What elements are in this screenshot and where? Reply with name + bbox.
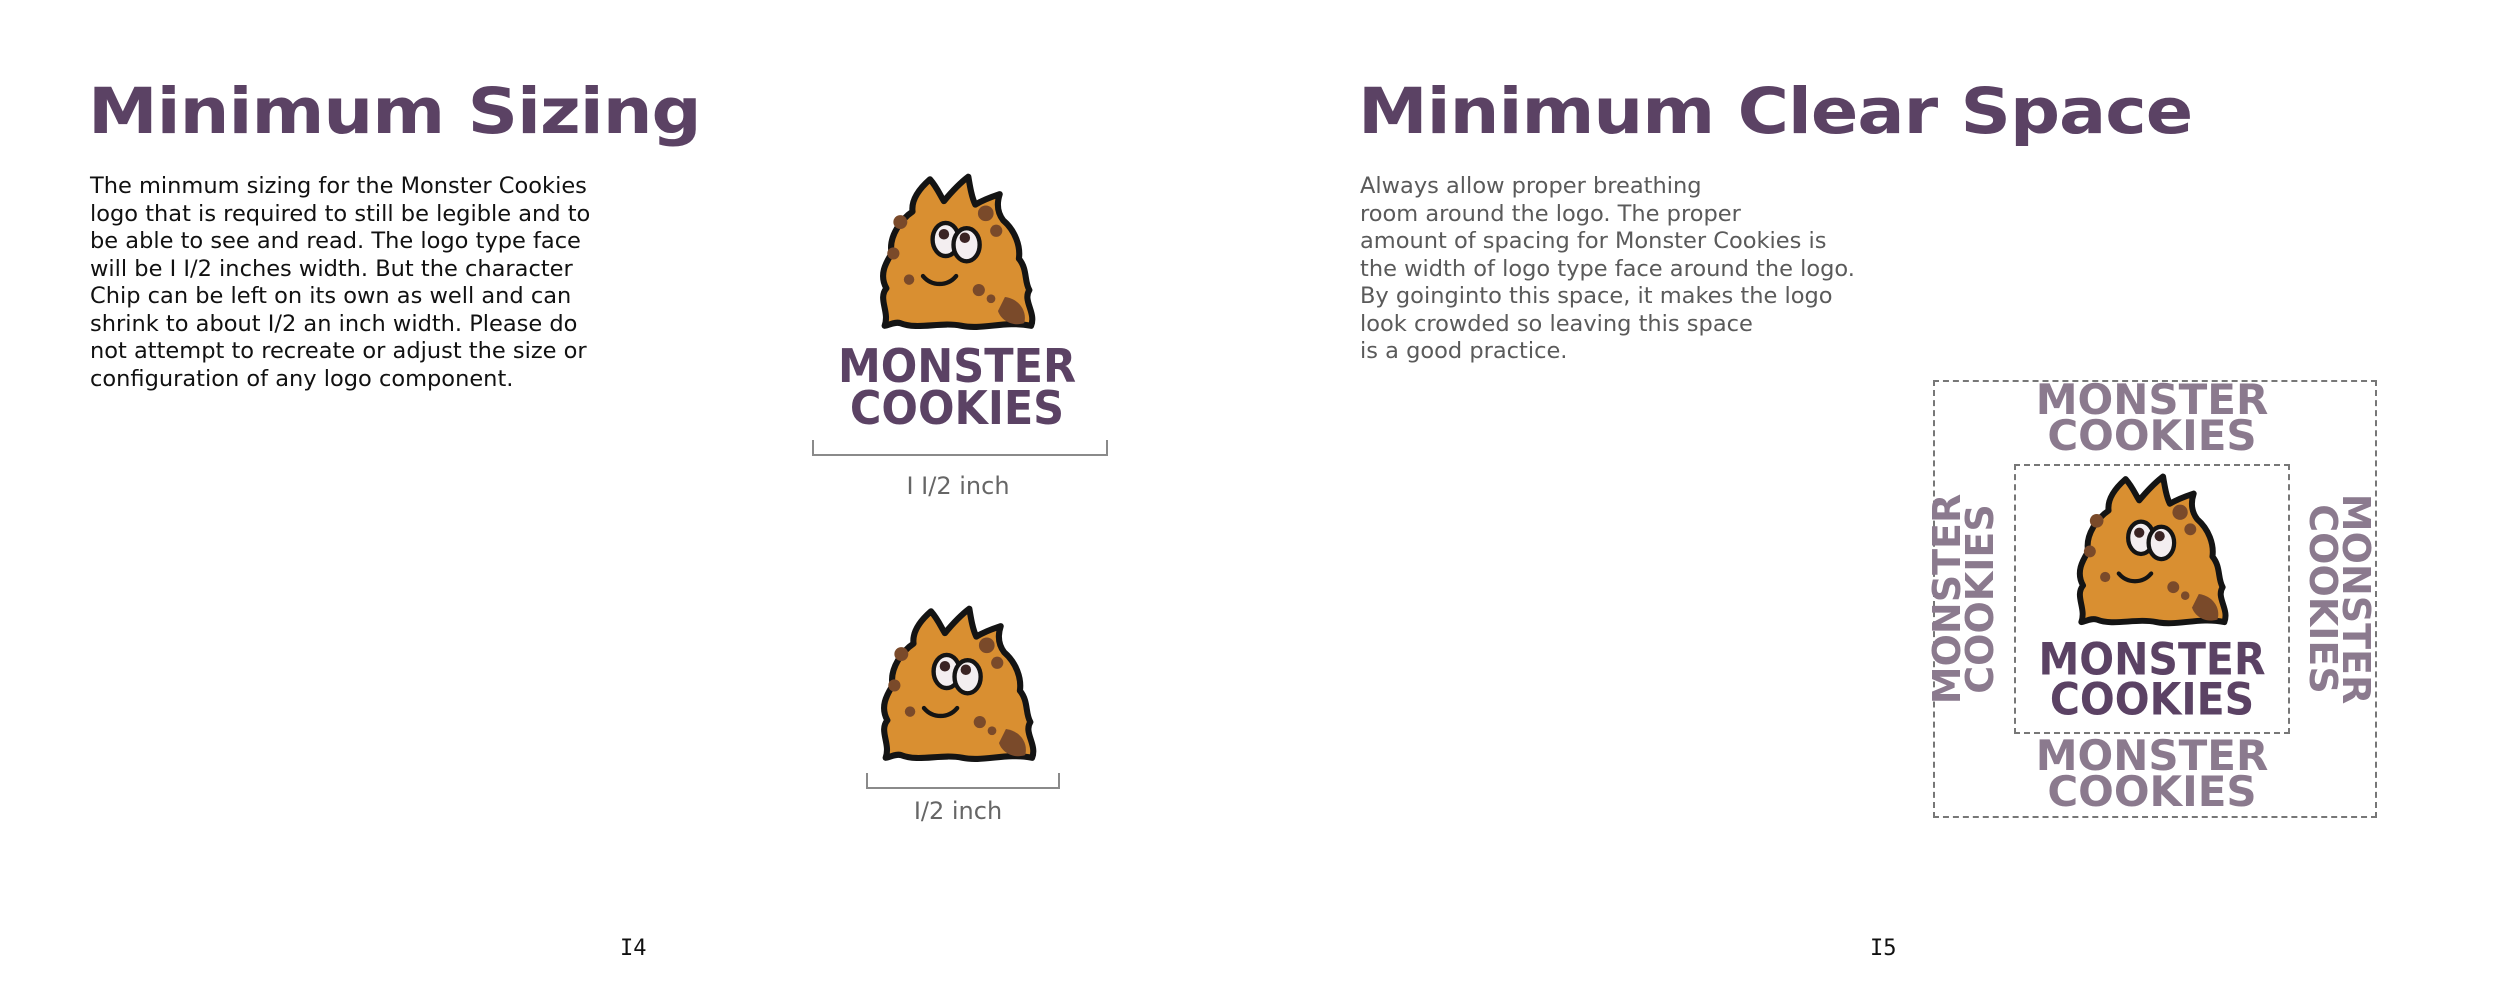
wordmark-line: COOKIES — [2049, 673, 2255, 726]
body-text — [1360, 173, 1855, 366]
logo-wordmark — [812, 339, 1102, 436]
monster-cookies-logo-large — [812, 168, 1102, 436]
page-heading: Minimum Sizing — [88, 74, 701, 149]
right-page — [1250, 0, 2500, 982]
wordmark-line: COOKIES — [2047, 411, 2257, 461]
wordmark-line: COOKIES — [2047, 767, 2257, 817]
body-text — [90, 173, 590, 393]
chip-mascot-icon — [2069, 468, 2235, 634]
spacing-wordmark-bottom — [2014, 731, 2290, 817]
page-number: I5 — [1870, 936, 1897, 961]
body-line: configuration of any logo component. — [90, 365, 514, 392]
body-line: the width of logo type face around the logo. — [1360, 255, 1855, 282]
chip-mascot-icon — [873, 600, 1043, 770]
body-line: Chip can be left on its own as well and can — [90, 283, 572, 309]
page-number: I4 — [620, 936, 647, 961]
dimension-label-large: I I/2 inch — [906, 472, 1010, 500]
wordmark-line: MONSTER — [837, 339, 1077, 394]
body-line: be able to see and read. The logo type face — [90, 228, 581, 254]
wordmark-line: MONSTER — [1925, 493, 1969, 705]
logo-wordmark — [2014, 633, 2290, 726]
body-line: not attempt to recreate or adjust the size or — [90, 338, 587, 364]
spacing-wordmark-right — [2298, 469, 2378, 729]
body-line: logo that is required to still be legible and to — [90, 200, 591, 227]
chip-mascot-icon — [872, 168, 1042, 338]
spacing-wordmark-left — [1925, 469, 2005, 729]
width-bracket-large — [812, 440, 1108, 456]
body-line: is a good practice. — [1360, 338, 1568, 364]
monster-cookies-logo — [2014, 466, 2290, 732]
body-line: amount of spacing for Monster Cookies is — [1360, 228, 1827, 254]
body-line: The minmum sizing for the Monster Cookies — [90, 173, 587, 199]
width-bracket-small — [866, 773, 1060, 789]
wordmark-line: MONSTER — [2035, 731, 2269, 780]
wordmark-line: MONSTER — [2035, 375, 2269, 424]
body-line: Always allow proper breathing — [1360, 173, 1702, 199]
wordmark-line: MONSTER — [2334, 493, 2378, 705]
dimension-label-small: I/2 inch — [913, 797, 1003, 825]
wordmark-line: COOKIES — [849, 381, 1065, 436]
page-heading: Minimum Clear Space — [1358, 74, 2193, 149]
wordmark-line: MONSTER — [2038, 633, 2266, 686]
wordmark-line: COOKIES — [1957, 504, 2002, 694]
body-line: shrink to about I/2 an inch width. Please do — [90, 310, 578, 337]
body-line: will be I I/2 inches width. But the character — [90, 255, 573, 282]
body-line: room around the logo. The proper — [1360, 200, 1741, 227]
wordmark-line: COOKIES — [2301, 504, 2346, 694]
body-line: look crowded so leaving this space — [1360, 310, 1753, 337]
body-line: By goinginto this space, it makes the logo — [1360, 283, 1833, 309]
spacing-wordmark-top — [2014, 375, 2290, 461]
